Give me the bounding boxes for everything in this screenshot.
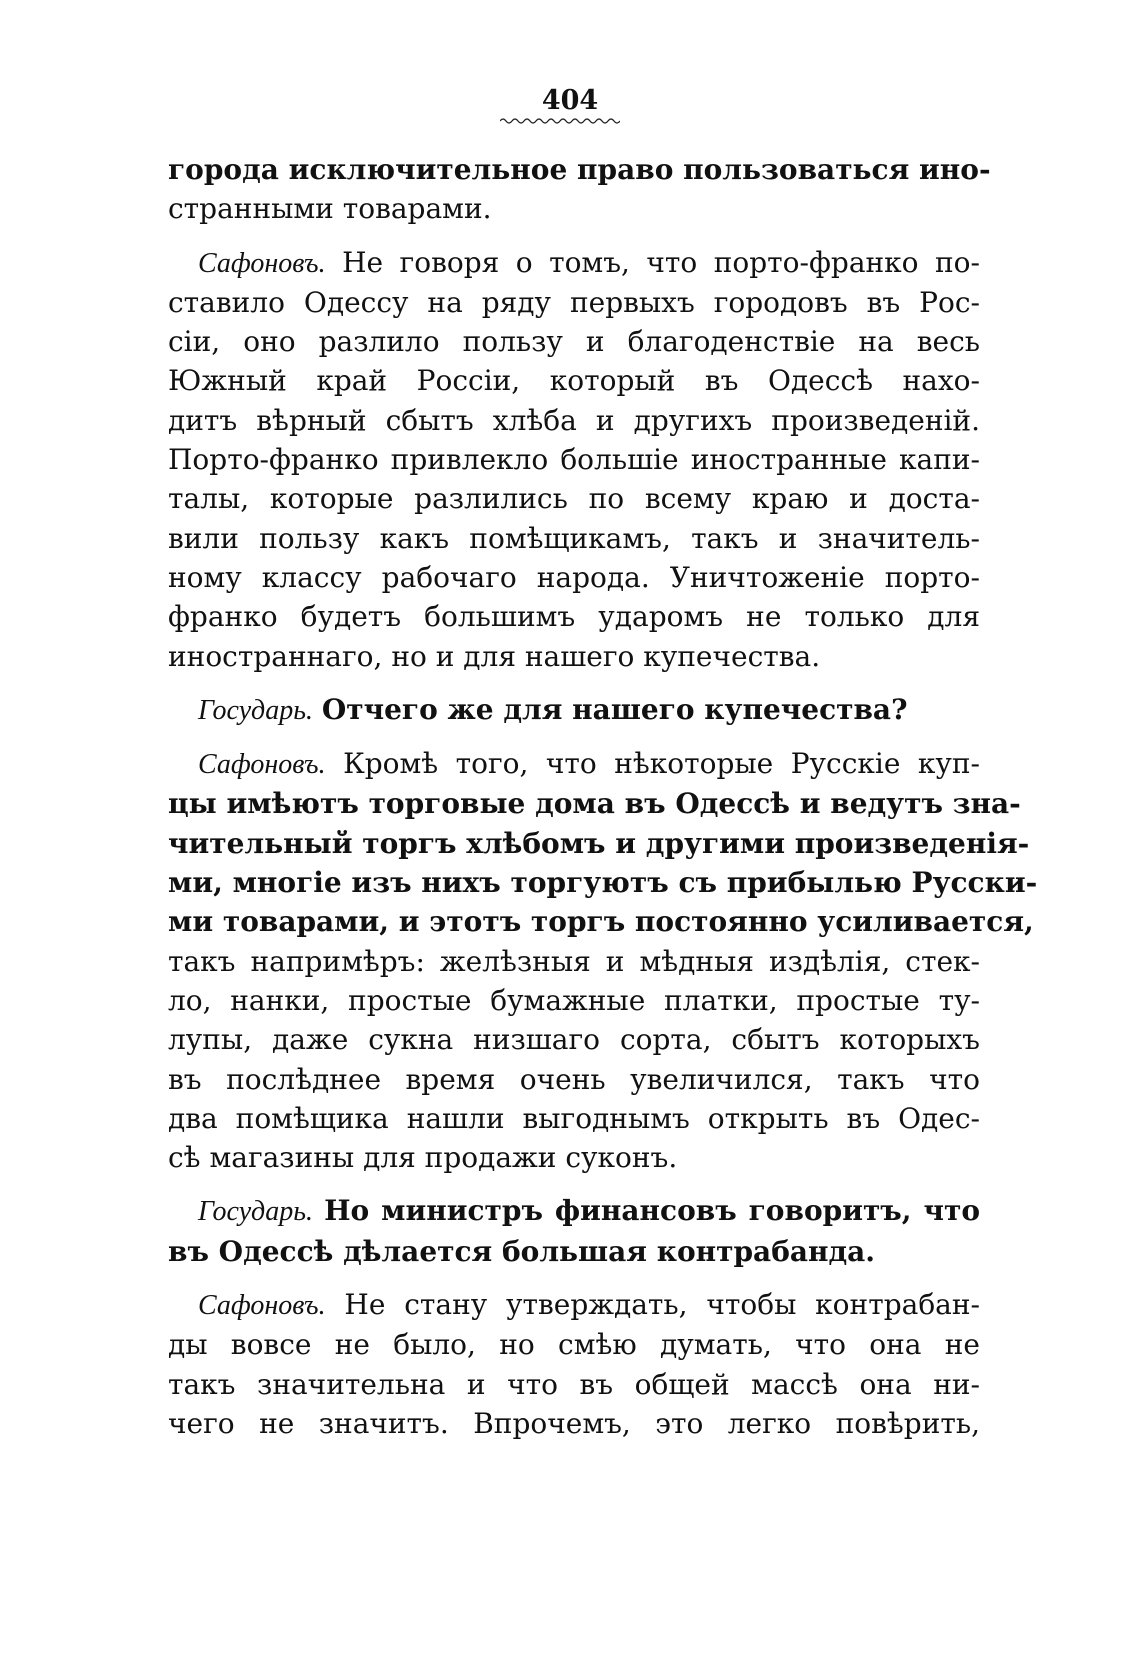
text-line: ды вовсе не было, но смѣю думать, что она не	[168, 1328, 980, 1362]
text-line: ному классу рабочаго народа. Уничтоженіе порто-	[168, 560, 980, 594]
speaker-name: Государь.	[198, 694, 313, 726]
speaker-name: Сафоновъ.	[198, 749, 326, 781]
text-line: Южный край Россіи, который въ Одессѣ нахо-	[168, 364, 980, 398]
text-line: города исключительное право пользоваться ино-	[168, 153, 991, 186]
text-line: сіи, оно разлило пользу и благоденствіе на весь	[168, 325, 980, 359]
text-line: франко будетъ большимъ ударомъ не только для	[168, 600, 980, 634]
text-line: Сафоновъ. Не стану утверждать, чтобы контрабан-	[198, 1288, 980, 1322]
text-line: чительный торгъ хлѣбомъ и другими произведенія-	[168, 826, 1030, 860]
speaker-name: Сафоновъ.	[198, 247, 326, 279]
text-line: Сафоновъ. Не говоря о томъ, что порто-франко по-	[198, 245, 980, 279]
page-number: 404	[541, 85, 599, 116]
text-line: Сафоновъ. Кромѣ того, что нѣкоторые Русскіе куп-	[198, 747, 980, 781]
main-text	[168, 150, 1038, 1443]
paragraph	[168, 1191, 980, 1271]
text-line: такъ значительна и что въ общей массѣ она ни-	[168, 1367, 980, 1401]
text-line: въ Одессѣ дѣлается большая контрабанда.	[168, 1234, 876, 1268]
text-line: Государь. Отчего же для нашего купечества?	[198, 692, 908, 726]
paragraph	[168, 1285, 980, 1443]
text-line: такъ напримѣръ: желѣзныя и мѣдныя издѣлія, стек-	[168, 944, 980, 978]
decorative-rule	[500, 117, 620, 125]
text-line: ло, нанки, простые бумажные платки, простые ту-	[168, 983, 980, 1017]
text-line: вили пользу какъ помѣщикамъ, такъ и значитель-	[168, 521, 980, 555]
paragraph	[168, 690, 980, 730]
text-line: ми, многіе изъ нихъ торгуютъ съ прибылью Русски-	[168, 866, 1038, 900]
paragraph	[168, 243, 980, 676]
paragraph	[168, 744, 1038, 1177]
text-line: ставило Одессу на ряду первыхъ городовъ въ Рос-	[168, 285, 980, 319]
paragraph	[168, 150, 991, 229]
text-line: странными товарами.	[168, 192, 492, 226]
speaker-name: Государь.	[198, 1196, 313, 1228]
text-line: талы, которые разлились по всему краю и доста-	[168, 482, 980, 516]
text-line: Государь. Но министръ финансовъ говоритъ, что	[198, 1194, 980, 1228]
text-line: цы имѣютъ торговые дома въ Одессѣ и ведутъ зна-	[168, 787, 1021, 821]
speaker-name: Сафоновъ.	[198, 1290, 326, 1322]
text-line: въ послѣднее время очень увеличился, такъ что	[168, 1062, 980, 1096]
text-line: иностраннаго, но и для нашего купечества.	[168, 639, 821, 673]
text-line: лупы, даже сукна низшаго сорта, сбытъ которыхъ	[168, 1023, 980, 1057]
text-line: два помѣщика нашли выгоднымъ открыть въ Одес-	[168, 1101, 980, 1135]
text-line: Порто-франко привлекло большіе иностранные капи-	[168, 443, 980, 477]
text-line: ми товарами, и этотъ торгъ постоянно усиливается,	[168, 905, 1034, 939]
text-line: сѣ магазины для продажи суконъ.	[168, 1141, 678, 1175]
text-line: чего не значитъ. Впрочемъ, это легко повѣрить,	[168, 1406, 980, 1440]
text-line: дитъ вѣрный сбытъ хлѣба и другихъ произведеній.	[168, 403, 980, 437]
